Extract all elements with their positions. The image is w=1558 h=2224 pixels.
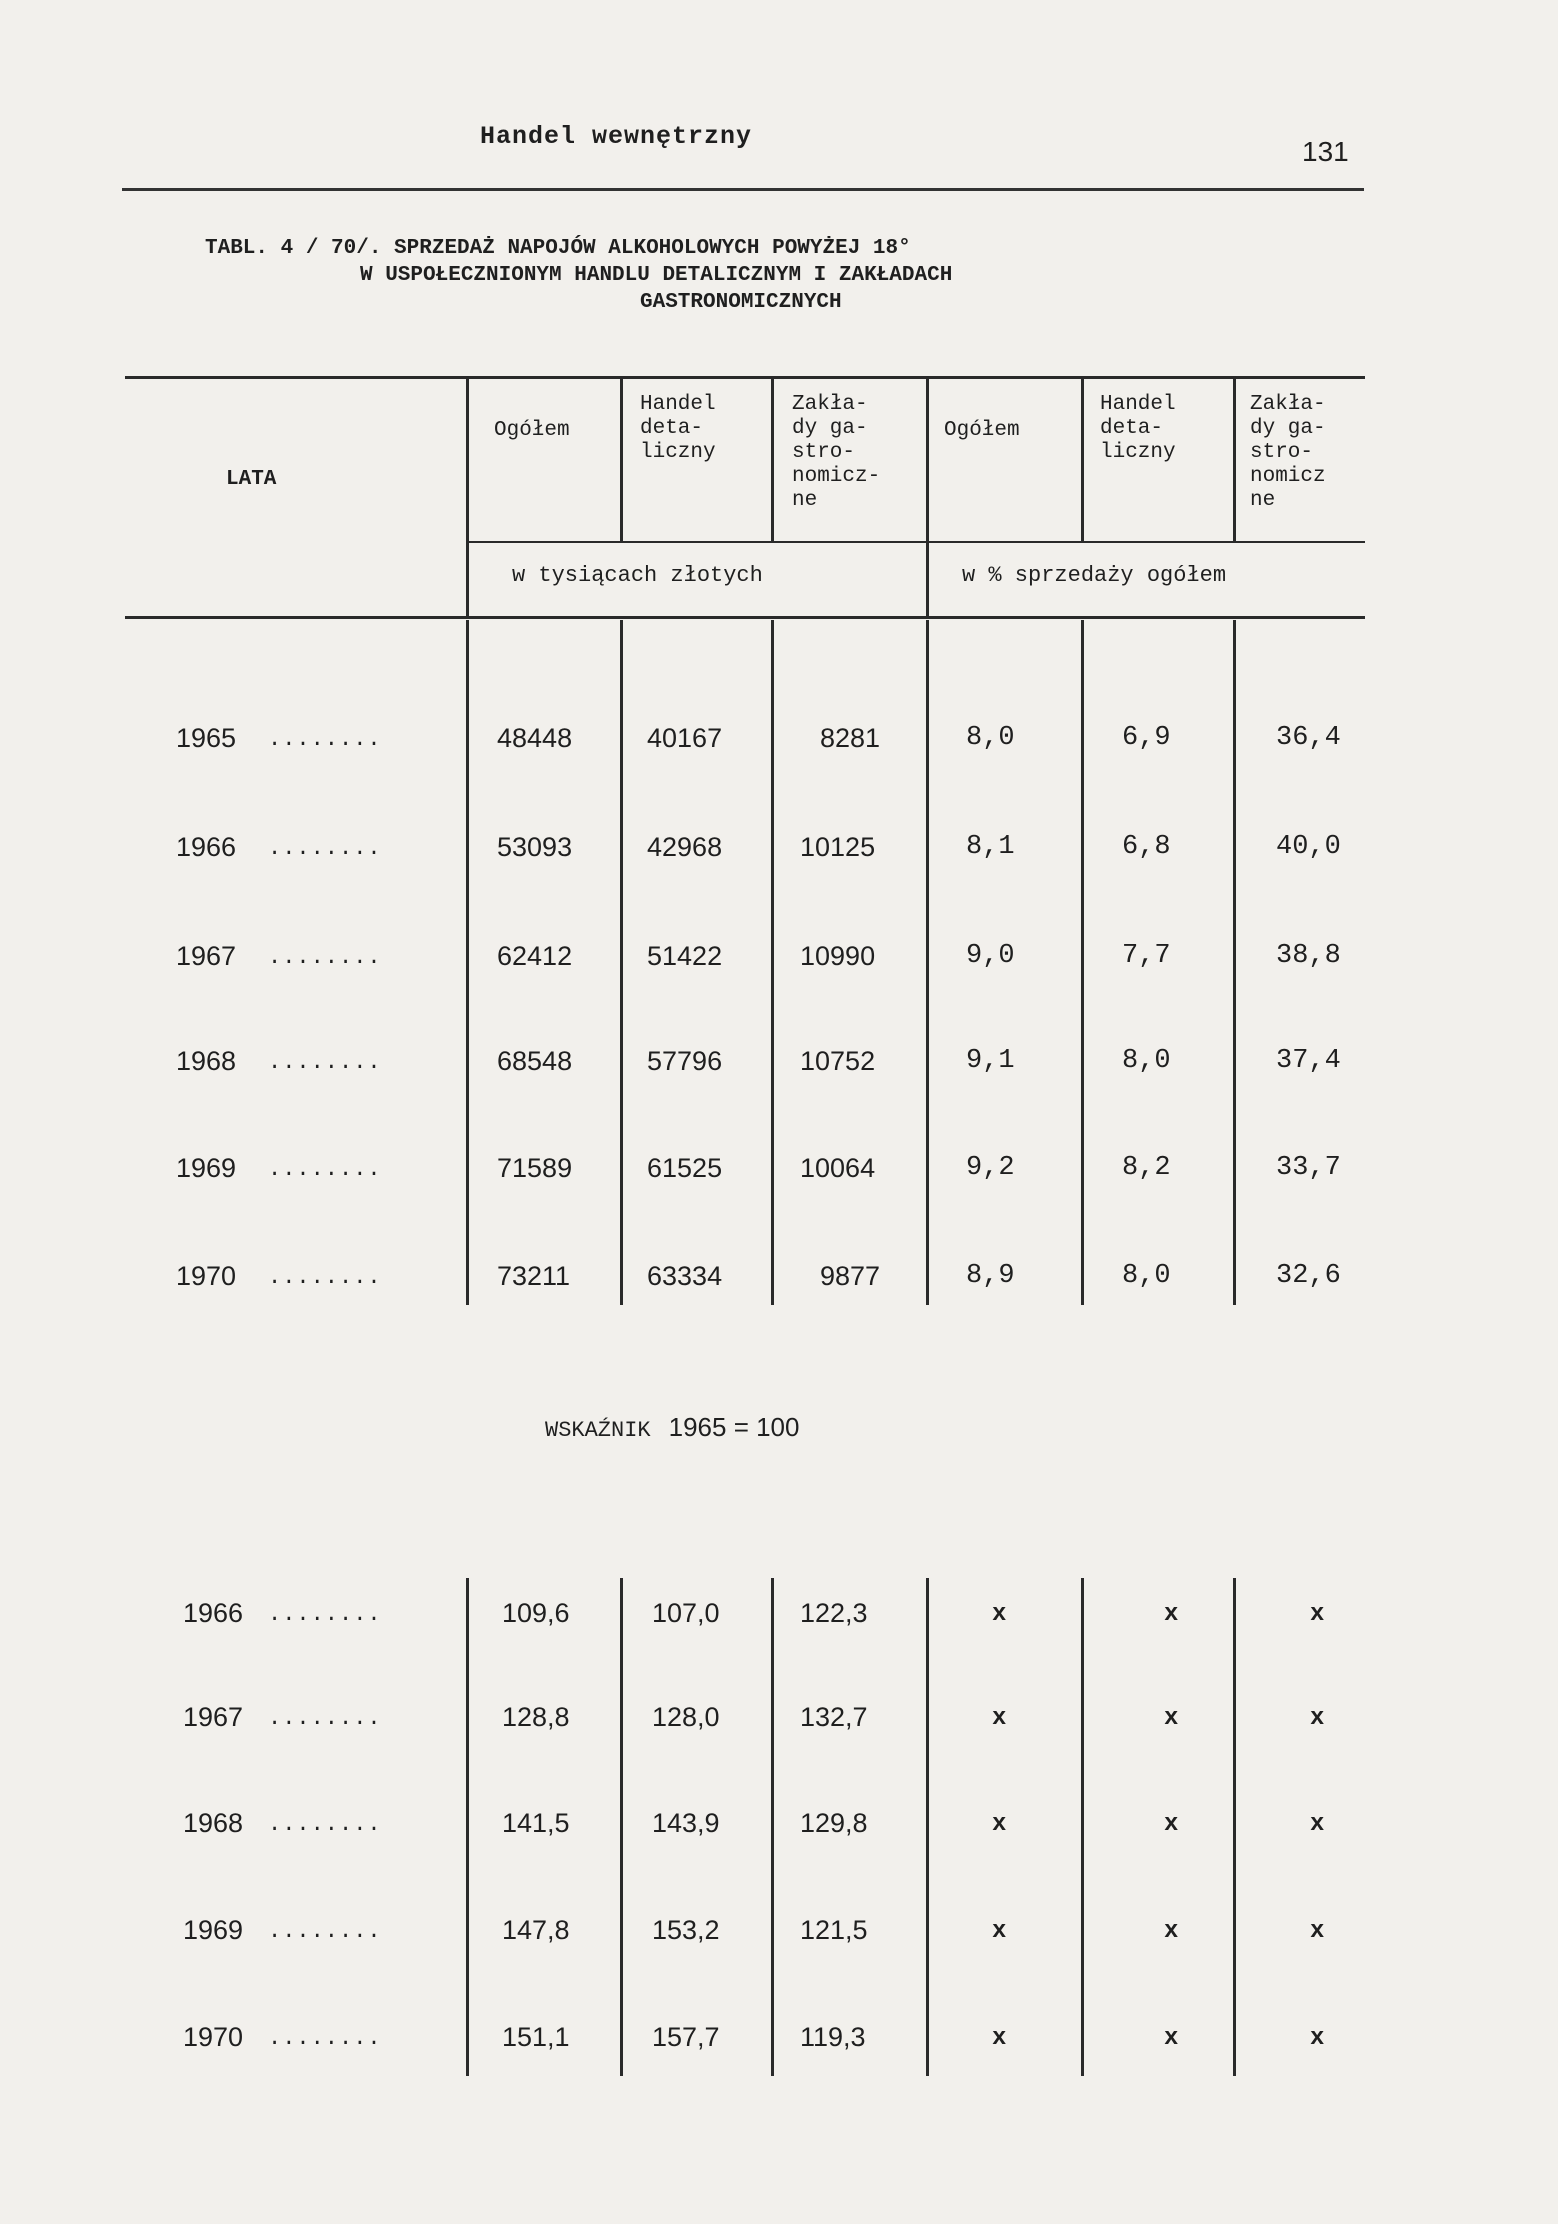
col-header-total-share: Ogółem	[944, 419, 1020, 442]
table-row	[0, 1808, 1558, 1848]
cell-retail-share-na: x	[1164, 1705, 1179, 1732]
cell-retail-share: 8,0	[1122, 1046, 1171, 1076]
running-title: Handel wewnętrzny	[480, 122, 753, 151]
leader-dots: ........	[268, 1050, 382, 1075]
cell-total-share-na: x	[992, 2025, 1007, 2052]
table-top-rule	[125, 376, 1365, 379]
cell-total-index: 151,1	[502, 2022, 570, 2052]
cell-gastro-index: 119,3	[800, 2022, 866, 2052]
cell-gastro-share-na: x	[1310, 1811, 1325, 1838]
header-vline-5	[1081, 378, 1084, 541]
header-inner-rule	[466, 541, 1365, 543]
cell-total-share-na: x	[992, 1918, 1007, 1945]
page-number: 131	[1302, 136, 1349, 167]
row-year: 1970	[176, 1261, 237, 1291]
index-label-text: WSKAŹNIK	[545, 1418, 651, 1443]
row-year: 1965	[176, 723, 237, 753]
cell-gastro-share: 33,7	[1276, 1153, 1341, 1183]
header-vline-2	[620, 378, 623, 541]
unit-percent-of-total: w % sprzedaży ogółem	[962, 563, 1227, 588]
leader-dots: ........	[268, 2026, 382, 2051]
table-title-line-1: TABL. 4 / 70/. SPRZEDAŻ NAPOJÓW ALKOHOLOWYCH POWYŻEJ 18°	[205, 237, 911, 260]
cell-total-value: 68548	[497, 1046, 573, 1076]
row-year: 1966	[176, 832, 237, 862]
cell-retail-share-na: x	[1164, 1601, 1179, 1628]
cell-gastro-index: 129,8	[800, 1808, 868, 1838]
row-year: 1968	[176, 1046, 237, 1076]
header-vline-1	[466, 378, 469, 618]
cell-gastro-share-na: x	[1310, 2025, 1325, 2052]
cell-gastro-value: 10125	[800, 832, 876, 862]
header-rule	[122, 188, 1364, 191]
cell-retail-value: 63334	[647, 1261, 723, 1291]
cell-total-share-na: x	[992, 1811, 1007, 1838]
table-row	[0, 1046, 1558, 1086]
cell-retail-index: 157,7	[652, 2022, 720, 2052]
cell-total-share: 8,1	[966, 832, 1015, 862]
row-year: 1966	[183, 1598, 244, 1628]
cell-gastro-share-na: x	[1310, 1918, 1325, 1945]
table-row	[0, 723, 1558, 763]
cell-retail-share: 6,8	[1122, 832, 1171, 862]
col-header-gastro-share: Zakła- dy ga- stro- nomicz ne	[1250, 393, 1326, 512]
leader-dots: ........	[268, 1706, 382, 1731]
index-base-label	[545, 1412, 799, 1444]
row-year: 1969	[176, 1153, 237, 1183]
cell-retail-index: 153,2	[652, 1915, 720, 1945]
cell-gastro-share: 37,4	[1276, 1046, 1341, 1076]
cell-retail-index: 107,0	[652, 1598, 720, 1628]
header-vline-3	[771, 378, 774, 541]
table-row	[0, 2022, 1558, 2062]
row-year: 1969	[183, 1915, 244, 1945]
cell-retail-value: 42968	[647, 832, 723, 862]
cell-gastro-share-na: x	[1310, 1601, 1325, 1628]
cell-total-share: 9,0	[966, 941, 1015, 971]
leader-dots: ........	[268, 1602, 382, 1627]
leader-dots: ........	[268, 945, 382, 970]
cell-gastro-index: 121,5	[800, 1915, 868, 1945]
stub-header: LATA	[226, 468, 277, 491]
row-year: 1968	[183, 1808, 244, 1838]
table-row	[0, 1702, 1558, 1742]
leader-dots: ........	[268, 1919, 382, 1944]
header-bottom-rule	[125, 616, 1365, 619]
cell-retail-share-na: x	[1164, 1811, 1179, 1838]
cell-gastro-value: 10990	[800, 941, 876, 971]
cell-retail-share: 8,0	[1122, 1261, 1171, 1291]
cell-total-share: 8,9	[966, 1261, 1015, 1291]
row-year: 1967	[176, 941, 237, 971]
cell-retail-share: 6,9	[1122, 723, 1171, 753]
unit-thousand-zloty: w tysiącach złotych	[512, 563, 763, 588]
cell-total-index: 109,6	[502, 1598, 570, 1628]
leader-dots: ........	[268, 836, 382, 861]
leader-dots: ........	[268, 1812, 382, 1837]
table-title-line-3: GASTRONOMICZNYCH	[640, 291, 842, 314]
table-row	[0, 832, 1558, 872]
header-vline-6	[1233, 378, 1236, 541]
cell-retail-value: 51422	[647, 941, 723, 971]
cell-total-index: 128,8	[502, 1702, 570, 1732]
leader-dots: ........	[268, 1157, 382, 1182]
col-header-retail-share: Handel deta- liczny	[1100, 393, 1176, 464]
index-base-value: 1965 = 100	[668, 1412, 800, 1442]
cell-total-share: 9,2	[966, 1153, 1015, 1183]
cell-retail-value: 40167	[647, 723, 723, 753]
cell-total-value: 53093	[497, 832, 573, 862]
cell-total-index: 147,8	[502, 1915, 570, 1945]
header-vline-4	[926, 378, 929, 618]
leader-dots: ........	[268, 1265, 382, 1290]
cell-gastro-share-na: x	[1310, 1705, 1325, 1732]
col-header-retail-value: Handel deta- liczny	[640, 393, 716, 464]
cell-gastro-value: 10064	[800, 1153, 876, 1183]
cell-total-share: 8,0	[966, 723, 1015, 753]
cell-retail-index: 143,9	[652, 1808, 720, 1838]
cell-total-value: 48448	[497, 723, 573, 753]
cell-retail-index: 128,0	[652, 1702, 720, 1732]
cell-total-share-na: x	[992, 1601, 1007, 1628]
cell-retail-value: 61525	[647, 1153, 723, 1183]
cell-gastro-value: 9877	[820, 1261, 881, 1291]
cell-retail-share-na: x	[1164, 1918, 1179, 1945]
table-row	[0, 1598, 1558, 1638]
cell-retail-share-na: x	[1164, 2025, 1179, 2052]
cell-total-value: 71589	[497, 1153, 573, 1183]
cell-gastro-share: 36,4	[1276, 723, 1341, 753]
cell-total-share: 9,1	[966, 1046, 1015, 1076]
cell-total-value: 62412	[497, 941, 573, 971]
cell-retail-share: 8,2	[1122, 1153, 1171, 1183]
table-row	[0, 1261, 1558, 1301]
cell-total-index: 141,5	[502, 1808, 570, 1838]
cell-gastro-value: 8281	[820, 723, 881, 753]
cell-retail-value: 57796	[647, 1046, 723, 1076]
table-row	[0, 1153, 1558, 1193]
cell-gastro-share: 32,6	[1276, 1261, 1341, 1291]
cell-retail-share: 7,7	[1122, 941, 1171, 971]
leader-dots: ........	[268, 727, 382, 752]
col-header-gastro-value: Zakła- dy ga- stro- nomicz- ne	[792, 393, 881, 512]
table-row	[0, 941, 1558, 981]
row-year: 1967	[183, 1702, 244, 1732]
cell-gastro-value: 10752	[800, 1046, 876, 1076]
cell-gastro-share: 38,8	[1276, 941, 1341, 971]
cell-gastro-index: 122,3	[800, 1598, 868, 1628]
table-title-line-2: W USPOŁECZNIONYM HANDLU DETALICZNYM I ZAKŁADACH	[360, 264, 953, 287]
table-title	[205, 235, 1305, 316]
row-year: 1970	[183, 2022, 244, 2052]
table-row	[0, 1915, 1558, 1955]
cell-gastro-share: 40,0	[1276, 832, 1341, 862]
col-header-total-value: Ogółem	[494, 419, 570, 442]
cell-total-value: 73211	[497, 1261, 571, 1291]
cell-total-share-na: x	[992, 1705, 1007, 1732]
cell-gastro-index: 132,7	[800, 1702, 868, 1732]
